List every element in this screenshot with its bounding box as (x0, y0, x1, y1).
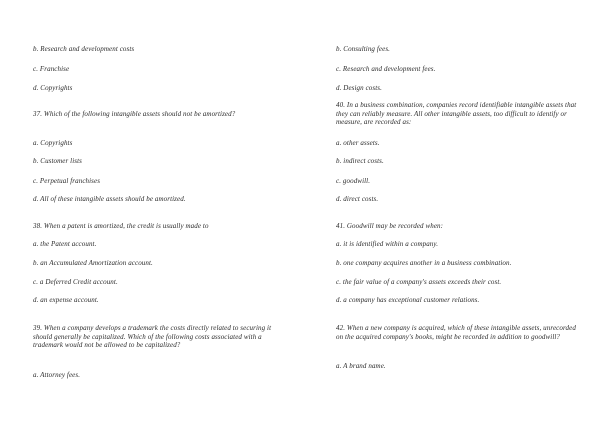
option-d: d. Copyrights (33, 84, 73, 92)
q42-option-a: a. A brand name. (336, 362, 386, 370)
q41-option-b: b. one company acquires another in a business combination. (336, 259, 512, 267)
q41-option-d: d. a company has exceptional customer relations. (336, 296, 480, 304)
q41-option-c: c. the fair value of a company's assets exceeds their cost. (336, 278, 502, 286)
q40-option-a: a. other assets. (336, 139, 380, 147)
q38-option-c: c. a Deferred Credit account. (33, 278, 118, 286)
q38-option-a: a. the Patent account. (33, 240, 97, 248)
option-c: c. Franchise (33, 65, 70, 73)
question-37: 37. Which of the following intangible assets should not be amortized? (33, 110, 236, 118)
q40-option-c: c. goodwill. (336, 177, 371, 185)
question-42: 42. When a new company is acquired, which of these intangible assets, unrecorded on the acquired company's books, might be recorded in addition to goodwill? (336, 324, 576, 341)
q37-option-c: c. Perpetual franchises (33, 177, 101, 185)
q37-option-d: d. All of these intangible assets should be amortized. (33, 195, 186, 203)
q40-option-d: d. direct costs. (336, 195, 379, 203)
q39-option-a: a. Attorney fees. (33, 371, 81, 379)
q40-option-b: b. indirect costs. (336, 157, 384, 165)
q38-option-d: d. an expense account. (33, 296, 99, 304)
question-38: 38. When a patent is amortized, the credit is usually made to (33, 222, 209, 230)
q38-option-b: b. an Accumulated Amortization account. (33, 259, 153, 267)
option-b: b. Consulting fees. (336, 45, 391, 53)
option-d: d. Design costs. (336, 84, 382, 92)
question-41: 41. Goodwill may be recorded when: (336, 222, 444, 230)
q37-option-a: a. Copyrights (33, 139, 73, 147)
option-c: c. Research and development fees. (336, 65, 436, 73)
q41-option-a: a. it is identified within a company. (336, 240, 439, 248)
question-40: 40. In a business combination, companies record identifiable intangible assets that they can reliably measure. All other intangible assets, too difficult to identify or measure, are recorded as: (336, 101, 577, 127)
question-39: 39. When a company develops a trademark the costs directly related to securing it should generally be capitalized. Which of the following costs associated with a trademark would not be allowed to be capitalized? (33, 324, 272, 350)
q37-option-b: b. Customer lists (33, 157, 82, 165)
option-b: b. Research and development costs (33, 45, 135, 53)
